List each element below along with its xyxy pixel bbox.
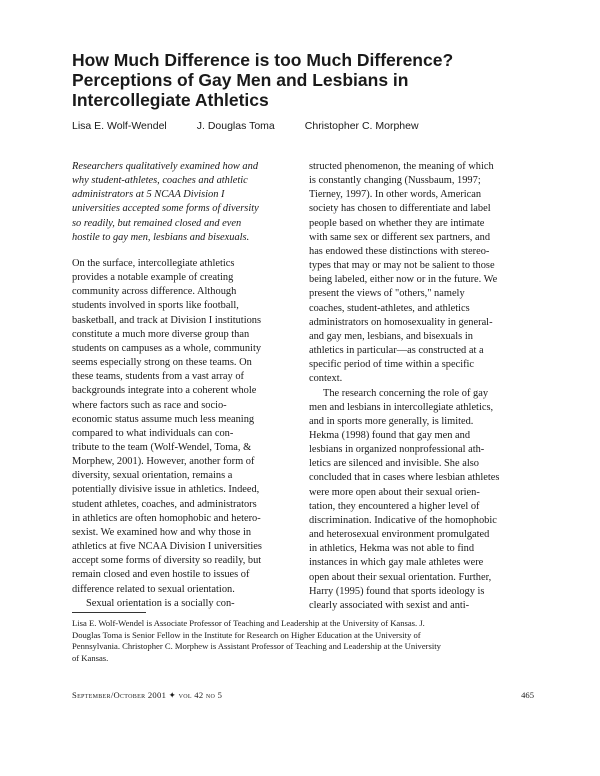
footnote-line: Douglas Toma is Senior Fellow in the Institute for Research on Higher Education at the University of xyxy=(72,629,421,640)
body-line: administrators on homosexuality in general- xyxy=(309,316,493,328)
body-line: Sexual orientation is a socially con- xyxy=(86,597,235,609)
body-line: remain closed and even hostile to issues of xyxy=(72,569,250,581)
body-line: present the views of "others," namely xyxy=(309,288,465,300)
title-line: How Much Difference is too Much Difference? xyxy=(72,50,454,70)
body-line: where factors such as race and socio- xyxy=(72,399,227,411)
body-line: accept some forms of diversity so readily, but xyxy=(72,555,262,567)
body-line: seems especially strong on these teams. On xyxy=(72,357,252,369)
body-line: athletics at five NCAA Division I universities xyxy=(72,541,262,553)
right-column xyxy=(309,160,531,613)
body-line: economic status assume much less meaning xyxy=(72,413,255,425)
body-line: in athletics are often homophobic and hetero- xyxy=(72,512,261,524)
body-line: and in sports more generally, is limited. xyxy=(309,415,474,427)
title-line: Intercollegiate Athletics xyxy=(72,90,269,110)
body-line: On the surface, intercollegiate athletics xyxy=(72,257,235,269)
abstract-line: Researchers qualitatively examined how and xyxy=(72,161,259,172)
body-line: in athletics, Hekma was not able to find xyxy=(309,543,475,555)
body-line: sexist. We examined how and why those in xyxy=(72,526,252,538)
body-line: difference related to sexual orientation. xyxy=(72,583,235,595)
body-line: basketball, and track at Division I institutions xyxy=(72,314,262,326)
body-line: coaches, student-athletes, and athletics xyxy=(309,302,470,314)
running-footer xyxy=(72,690,534,701)
title-line: Perceptions of Gay Men and Lesbians in xyxy=(72,70,409,90)
footnote-divider xyxy=(72,612,146,613)
body-line: men and lesbians in intercollegiate athletics, xyxy=(309,401,494,413)
body-line: types that may or may not be salient to those xyxy=(309,260,495,272)
body-line: specific period of time within a specific xyxy=(309,359,475,371)
footnote-line: Pennsylvania. Christopher C. Morphew is Assistant Professor of Teaching and Leadership at the University xyxy=(72,641,441,651)
research-paragraph xyxy=(309,387,531,614)
abstract-line: universities accepted some forms of diversity xyxy=(72,203,259,215)
abstract-line: so readily, but remained closed and even xyxy=(72,217,242,229)
body-line: clearly associated with sexist and anti- xyxy=(309,599,470,611)
body-line: student athletes, coaches, and administrators xyxy=(72,498,257,510)
body-line: students involved in sports like football, xyxy=(72,300,239,312)
body-line: potentially divisive issue in athletics. Indeed, xyxy=(72,484,260,496)
body-line: lesbians in organized nonprofessional ath- xyxy=(309,444,485,456)
abstract-line: administrators at 5 NCAA Division I xyxy=(72,189,225,201)
body-line: concluded that in cases where lesbian athletes xyxy=(309,472,500,484)
body-line: Hekma (1998) found that gay men and xyxy=(309,429,471,441)
body-line: society has chosen to differentiate and label xyxy=(309,203,491,215)
left-column xyxy=(72,160,294,611)
body-line: The research concerning the role of gay xyxy=(323,387,489,399)
author-name: Christopher C. Morphew xyxy=(304,120,419,132)
body-line: instances in which gay male athletes were xyxy=(309,557,484,569)
author-name: Lisa E. Wolf-Wendel xyxy=(72,120,167,132)
author-list xyxy=(72,120,542,132)
body-line: students on campuses as a whole, community xyxy=(72,342,262,354)
body-line: tation, they encountered a higher level of xyxy=(309,500,480,512)
abstract xyxy=(72,160,294,245)
body-line: being labeled, either now or in the future. We xyxy=(309,274,498,286)
body-line: discrimination. Indicative of the homophobic xyxy=(309,514,497,526)
abstract-line: hostile to gay men, lesbians and bisexuals. xyxy=(72,231,250,243)
body-line: structed phenomenon, the meaning of which xyxy=(309,161,494,172)
author-footnote xyxy=(72,618,534,664)
body-line: tribute to the team (Wolf-Wendel, Toma, & xyxy=(72,441,252,453)
body-line: these teams, students from a vast array of xyxy=(72,371,244,383)
body-line: compared to what individuals can con- xyxy=(72,427,234,439)
body-line: letics are silenced and invisible. She also xyxy=(309,458,479,470)
journal-issue: September/October 2001 ✦ vol 42 no 5 xyxy=(72,690,223,700)
body-line: is constantly changing (Nussbaum, 1997; xyxy=(309,175,481,187)
body-line: people based on whether they are intimate xyxy=(309,217,485,229)
body-line: has endowed these distinctions with stereo- xyxy=(309,245,490,257)
intro-paragraph xyxy=(72,257,294,597)
body-line: Morphew, 2001). However, another form of xyxy=(72,456,255,468)
continued-paragraph xyxy=(309,160,531,387)
footnote-line: Lisa E. Wolf-Wendel is Associate Professor of Teaching and Leadership at the University of Kansas. J. xyxy=(72,618,425,628)
second-paragraph xyxy=(72,597,294,611)
body-line: Harry (1995) found that sports ideology is xyxy=(309,585,485,597)
body-line: context. xyxy=(309,373,343,385)
body-line: athletics in particular—as constructed at a xyxy=(309,345,484,357)
author-name: J. Douglas Toma xyxy=(196,120,275,132)
body-line: community across difference. Although xyxy=(72,286,237,298)
body-line: open about their sexual orientation. Further, xyxy=(309,571,492,583)
body-line: provides a notable example of creating xyxy=(72,272,234,284)
footnote-line: of Kansas. xyxy=(72,652,109,663)
body-line: diversity, sexual orientation, remains a xyxy=(72,470,233,482)
article-title xyxy=(72,50,532,110)
body-line: constitute a much more diverse group than xyxy=(72,328,250,340)
body-line: Tierney, 1997). In other words, American xyxy=(309,189,482,201)
body-line: and gay men, lesbians, and bisexuals in xyxy=(309,330,473,342)
abstract-line: why student-athletes, coaches and athletic xyxy=(72,175,248,187)
page-number: 465 xyxy=(521,690,534,700)
body-line: and heterosexual environment promulgated xyxy=(309,529,490,541)
body-line: with same sex or different sex partners, and xyxy=(309,231,491,243)
body-line: were more open about their sexual orien- xyxy=(309,486,480,498)
body-line: backgrounds integrate into a coherent whole xyxy=(72,385,257,397)
